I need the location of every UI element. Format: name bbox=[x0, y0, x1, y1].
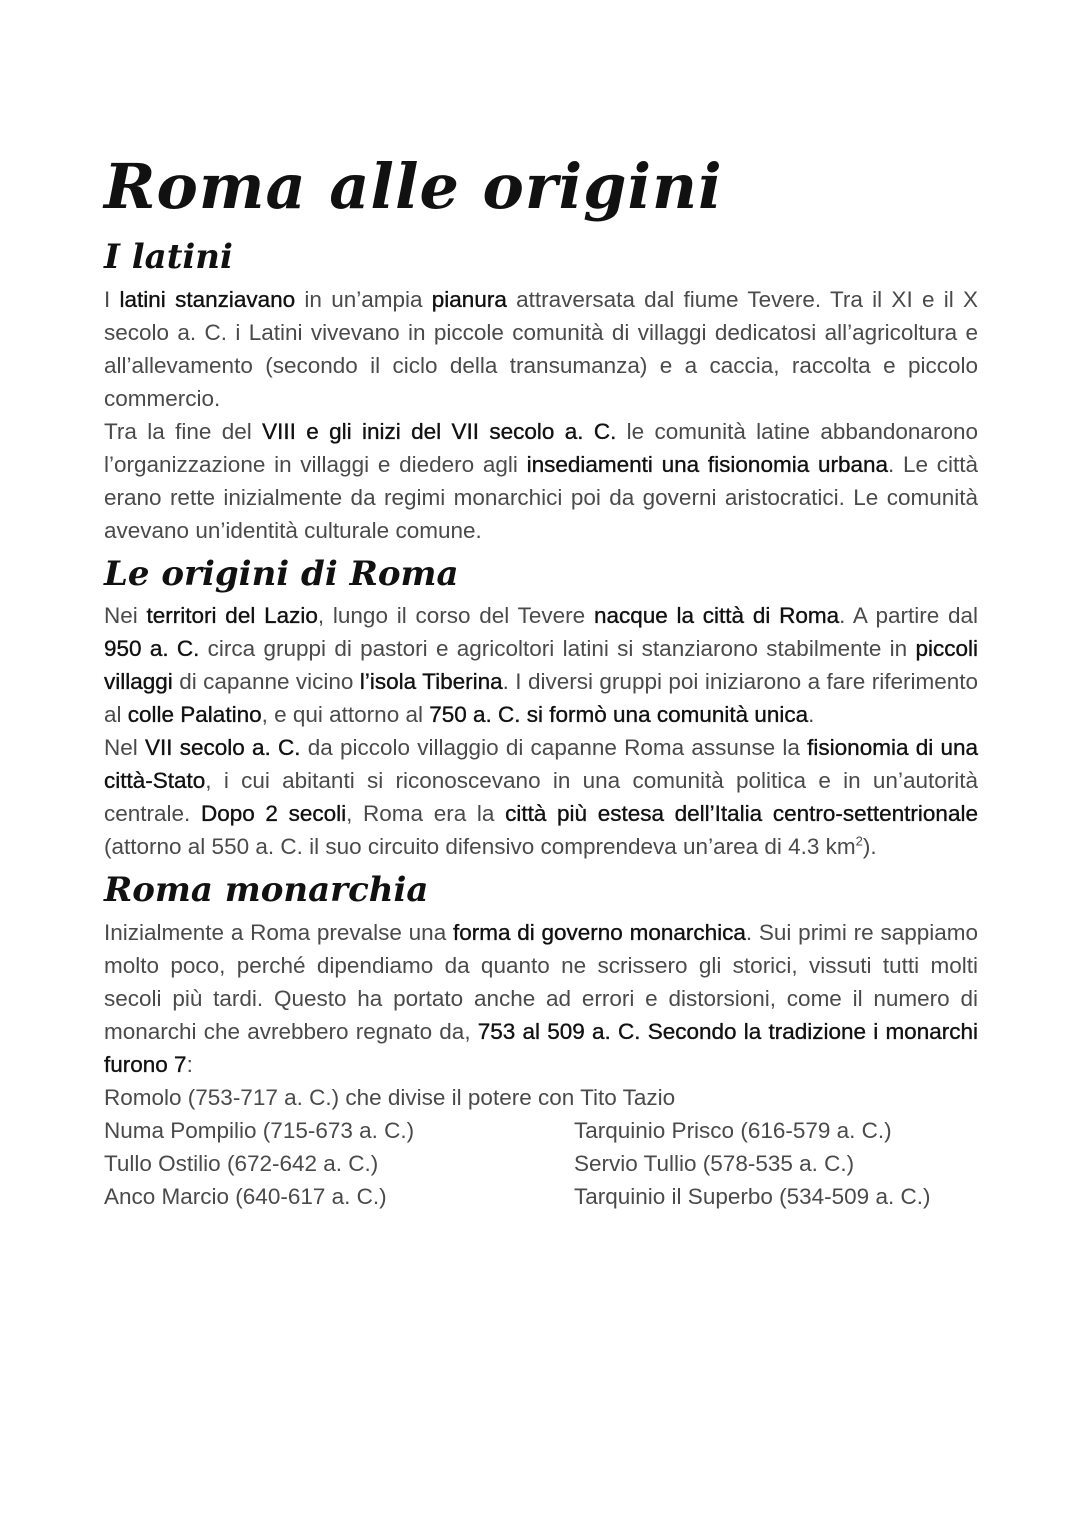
page-title: Roma alle origini bbox=[104, 150, 723, 223]
kings-list bbox=[104, 1081, 978, 1213]
document-page bbox=[104, 150, 978, 1213]
bold-text: 753 al 509 a. C. Secondo la tradizione i monarchi furono 7 bbox=[104, 1018, 978, 1077]
text-run: Tra la fine del bbox=[104, 418, 263, 444]
list-item: Tullo Ostilio (672-642 a. C.) bbox=[104, 1150, 379, 1176]
bold-text: territori del Lazio bbox=[146, 603, 318, 629]
text-run: I bbox=[104, 286, 120, 312]
list-item: Romolo (753-717 a. C.) che divise il potere con Tito Tazio bbox=[104, 1084, 676, 1110]
text-run: . A partire dal bbox=[839, 603, 979, 629]
bold-text: latini stanziavano bbox=[119, 286, 296, 312]
text-run: . I diversi gruppi poi iniziarono a fare riferimento al bbox=[104, 669, 978, 728]
text-run: . Le città erano rette inizialmente da regimi monarchici poi da governi aristocratici. Le comunità avevano un’identità culturale comune. bbox=[104, 451, 979, 543]
bold-text: fisionomia di una città-Stato bbox=[104, 735, 978, 794]
list-item: Servio Tullio (578-535 a. C.) bbox=[574, 1150, 855, 1176]
superscript: 2 bbox=[855, 833, 863, 849]
text-run: Nel bbox=[104, 735, 145, 761]
text-run: circa gruppi di pastori e agricoltori latini si stanziarono stabilmente in bbox=[199, 636, 916, 662]
paragraph bbox=[104, 916, 978, 1081]
list-item: Tarquinio il Superbo (534-509 a. C.) bbox=[574, 1183, 931, 1209]
bold-text: forma di governo monarchica bbox=[452, 919, 746, 945]
bold-text: insediamenti una fisionomia urbana bbox=[526, 451, 889, 477]
bold-text: piccoli villaggi bbox=[104, 636, 978, 695]
text-run: attraversata dal fiume Tevere. Tra il XI e il X secolo a. C. i Latini vivevano in piccole comunità di villaggi dedicatosi all’agricoltura e all’allevamento (secondo il ciclo della transumanza) e a caccia, raccolta e piccolo commercio. bbox=[104, 286, 979, 411]
bold-text: pianura bbox=[431, 286, 507, 312]
bold-text: 750 a. C. si formò una comunità unica bbox=[429, 702, 809, 728]
bold-text: VII secolo a. C. bbox=[145, 735, 301, 761]
bold-text: 950 a. C. bbox=[104, 636, 200, 662]
list-item: Anco Marcio (640-617 a. C.) bbox=[104, 1183, 387, 1209]
text-run: , i cui abitanti si riconoscevano in una comunità politica e in un’autorità centrale. bbox=[104, 768, 978, 827]
paragraph bbox=[104, 599, 978, 731]
bold-text: l’isola Tiberina bbox=[359, 669, 503, 695]
text-run: , lungo il corso del Tevere bbox=[317, 603, 594, 629]
list-item: Tarquinio Prisco (616-579 a. C.) bbox=[574, 1117, 892, 1143]
paragraph bbox=[104, 415, 978, 547]
bold-text: VIII e gli inizi del VII secolo a. C. bbox=[262, 418, 617, 444]
text-run: di capanne vicino bbox=[172, 669, 360, 695]
paragraph bbox=[104, 731, 978, 863]
text-run: . bbox=[808, 702, 815, 728]
text-run: da piccolo villaggio di capanne Roma assunse la bbox=[300, 735, 808, 761]
text-run: le comunità latine abbandonarono l’organizzazione in villaggi e diedero agli bbox=[104, 418, 978, 477]
bold-text: nacque la città di Roma bbox=[593, 603, 840, 629]
text-run: Inizialmente a Roma prevalse una bbox=[104, 919, 453, 945]
bold-text: Dopo 2 secoli bbox=[200, 801, 347, 827]
text-run: , Roma era la bbox=[346, 801, 506, 827]
text-run: Nei bbox=[104, 603, 147, 629]
list-item: Numa Pompilio (715-673 a. C.) bbox=[104, 1117, 415, 1143]
text-run: (attorno al 550 a. C. il suo circuito difensivo comprendeva un’area di 4.3 km bbox=[104, 834, 856, 860]
text-run: ). bbox=[862, 834, 877, 860]
bold-text: colle Palatino bbox=[127, 702, 262, 728]
text-run: in un’ampia bbox=[295, 286, 432, 312]
text-run: : bbox=[186, 1051, 193, 1077]
text-run: , e qui attorno al bbox=[261, 702, 430, 728]
text-run: . Sui primi re sappiamo molto poco, perché dipendiamo da quanto ne scrissero gli storici, vissuti tutti molti secoli più tardi. Questo ha portato anche ad errori e distorsioni, come il numero di monarchi che avrebbero regnato da, bbox=[104, 919, 979, 1044]
section-heading-monarchia: Roma monarchia bbox=[104, 870, 429, 911]
bold-text: città più estesa dell’Italia centro-settentrionale bbox=[505, 801, 978, 827]
paragraph bbox=[104, 283, 978, 415]
section-heading-latini: I latini bbox=[104, 237, 233, 278]
section-heading-origini: Le origini di Roma bbox=[104, 553, 459, 594]
